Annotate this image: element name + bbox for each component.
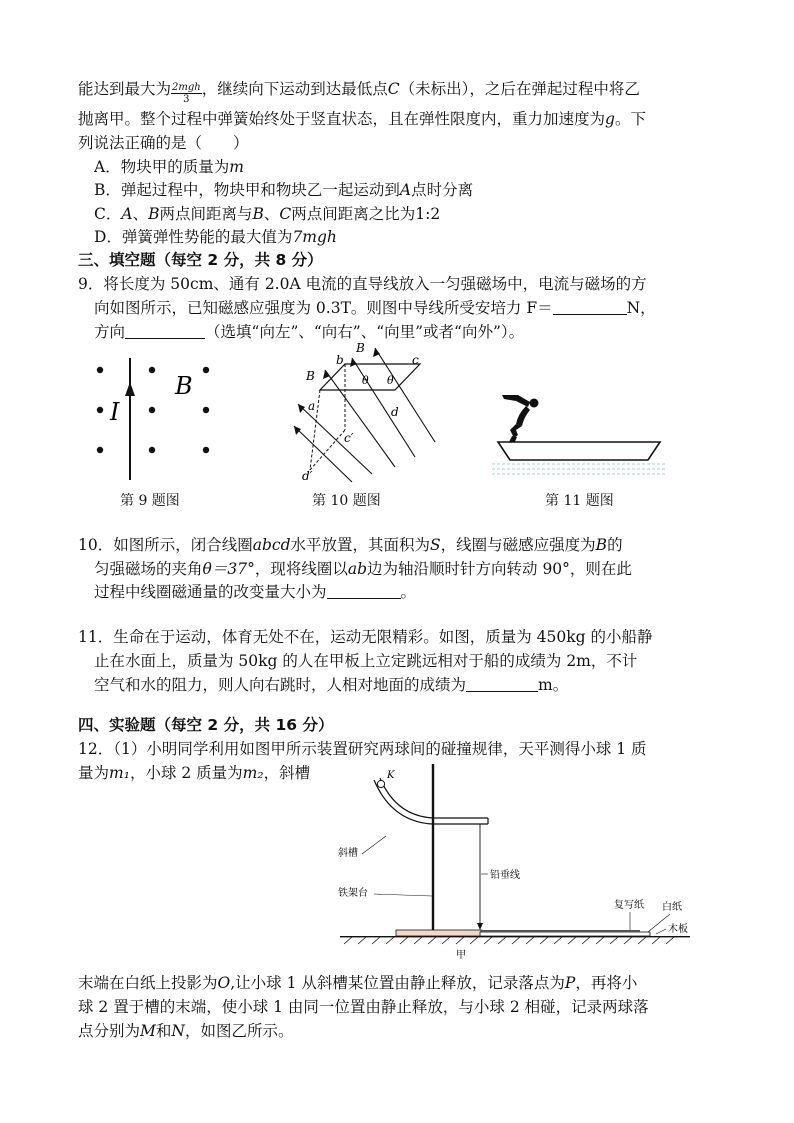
q9-text: 向如图所示，已知磁感应强度为 0.3T。则图中导线所受安培力 F＝ [94,299,553,317]
vertex-label-c: c [412,353,419,367]
water-lines [492,464,666,474]
field-label: B [175,372,193,400]
option-text: A．物块甲的质量为 [94,158,230,176]
angle-label: θ [362,374,369,387]
var: g [605,110,615,128]
q8-text: 。下 [614,110,646,128]
q8-text: ，继续向下运动到达最低点 [201,80,388,98]
plumb-label: 铅垂线 [490,870,520,881]
current-arrow-icon [125,382,135,396]
q9-line2 [94,297,656,319]
var: θ＝37° [202,560,255,578]
option-text: B．弹起过程中，物块甲和物块乙一起运动到 [94,181,400,199]
q10-text: 边为轴沿顺时针方向转动 90°，则在此 [367,560,632,578]
q12-text: 末端在白纸上投影为 [78,974,218,992]
var: C [279,205,292,223]
q10-text: 匀强磁场的夹角 [94,560,203,578]
q10-text: ，现将线圈以 [254,560,348,578]
vertex-label-b: b [336,353,344,367]
carbon-paper [480,930,640,932]
q10-text: 的 [607,536,623,554]
ball-1-icon [377,780,384,787]
var: N [171,1022,185,1040]
figure-10-diagram [290,342,440,487]
var: m₂ [242,764,264,782]
var: P [564,974,576,992]
q12-line5 [78,1020,293,1042]
q12-text: 和 [155,1022,172,1040]
var: abcd [252,536,291,554]
q10-line2 [94,558,632,580]
field-lines [294,348,435,482]
chute-pointer [362,836,386,854]
var: B [148,205,160,223]
plumb-bob-icon [477,923,483,930]
var: B [252,205,264,223]
angle-label: θ [387,374,394,387]
stand-label: 铁架台 [338,888,368,899]
position-label-k: K [387,770,395,781]
var: O [217,974,231,992]
vertex-label-d: d [391,405,399,419]
q10-text: 过程中线圈磁通量的改变量大小为 [94,583,327,601]
board-label: 木板 [668,924,688,935]
option-text: D．弹簧弹性势能的最大值为 [94,228,293,246]
answer-blank[interactable] [125,324,205,339]
q10-line1 [78,534,623,556]
carbon-paper-label: 复写纸 [614,900,644,911]
q8-option-b [94,179,473,201]
q10-text: 10．如图所示，闭合线圈 [78,536,253,554]
q12-line3 [78,972,637,994]
var: ab [347,560,368,578]
answer-blank[interactable] [327,584,401,599]
var: M [140,1022,156,1040]
vertex-label-c-prime: c′ [344,431,354,445]
q8-text: 抛离甲。整个过程中弹簧始终处于竖直状态，且在弹性限度内，重力加速度为 [78,110,606,128]
stand-pointer [374,894,432,896]
field-label: B [356,341,365,355]
board-pointer [656,929,666,934]
coil-rotated [310,364,345,470]
chute-label: 斜槽 [338,848,358,859]
var: S [430,536,441,554]
ground-hatch-lines [344,937,674,944]
q11-line3 [94,674,568,696]
var: 7mgh [292,228,337,246]
q11-line2: 止在水面上，质量为 50kg 的人在甲板上立定跳远相对于船的成绩为 2m，不计 [94,652,638,670]
q11-line1: 11．生命在于运动，体育无处不在，运动无限精彩。如图，质量为 450kg 的小船静 [78,628,653,646]
var: C [387,80,400,98]
jumper-icon [502,395,539,444]
q9-text: 方向 [94,323,126,341]
option-text: 、 [263,205,280,223]
q8-option-d [94,226,337,248]
q10-line3: 过程中线圈磁通量的改变量大小为 。 [94,583,417,601]
option-text: 两点间距离之比为1:2 [291,205,441,223]
boat [498,442,660,460]
section-title-fill-in: 三、填空题（每空 2 分，共 8 分） [78,251,323,269]
var: m [229,158,244,176]
q12-text: ，小球 2 质量为 [129,764,243,782]
figure-9-diagram [90,352,220,482]
q9-line1: 9．将长度为 50cm、通有 2.0A 电流的直导线放入一匀强磁场中，电流与磁场的方 [78,275,647,293]
current-label: I [110,398,120,426]
fraction-denominator: 3 [183,94,190,105]
var: m₁ [109,764,130,782]
q8-line1 [78,78,640,105]
vertex-label-d-prime: d′ [302,469,313,483]
figure-9-caption: 第 9 题图 [120,493,180,509]
q9-line3 [94,321,524,343]
q12-line4: 球 2 置于槽的末端，使小球 1 由同一位置由静止释放，与小球 2 相碰，记录两球落 [78,998,649,1016]
q12-line2 [78,762,310,784]
q12-line1: 12．（1）小明同学利用如图甲所示装置研究两球间的碰撞规律，天平测得小球 1 质 [78,740,647,758]
q9-text: （选填“向左”、“向右”、“向里”或者“向外”）。 [205,323,525,341]
stand-base [396,930,482,936]
var: A [399,181,412,199]
q12-text: 量为 [78,764,110,782]
white-paper [480,932,650,936]
answer-blank[interactable] [553,300,627,315]
q8-line3: 列说法正确的是（ ） [78,134,249,152]
q12-text: 点分别为 [78,1022,141,1040]
white-paper-label: 白纸 [662,902,682,913]
figure-10-caption: 第 10 题图 [312,493,381,509]
q12-text: ，再将小 [575,974,638,992]
option-text: 、 [132,205,149,223]
q11-text: m。 [538,676,569,694]
option-text: C． [94,205,122,223]
apparatus-diagram [330,760,700,965]
answer-blank[interactable] [466,677,538,692]
q8-text: （未标出），之后在弹起过程中将乙 [399,80,640,98]
q11-text: 空气和水的阻力，则人向右跳时，人相对地面的成绩为 [94,676,467,694]
q10-text: ，线圈与磁感应强度为 [440,536,596,554]
q8-text: 能达到最大为 [78,80,172,98]
q12-text: ,让小球 1 从斜槽某位置由静止释放，记录落点为 [230,974,565,992]
field-label: B [306,369,315,383]
figure-11-caption: 第 11 题图 [545,493,614,509]
figure-11-diagram [490,380,670,485]
section-title-experiment: 四、实验题（每空 2 分，共 16 分） [78,716,334,734]
option-text: 两点间距离与 [159,205,253,223]
q10-text: 水平放置，其面积为 [290,536,431,554]
var: A [121,205,133,223]
q8-option-c [94,203,440,225]
q12-text: ，斜槽 [263,764,311,782]
vertex-label-a: a [308,399,316,413]
option-text: 点时分离 [411,181,474,199]
q12-text: ，如图乙所示。 [184,1022,294,1040]
white-pointer [648,914,670,932]
q8-line2 [78,108,646,130]
q9-text: N， [626,299,656,317]
fraction-numerator: 2mgh [172,82,201,93]
fraction [171,82,202,105]
var: B [595,536,608,554]
figure-label-jia: 甲 [456,950,466,961]
q8-option-a [94,156,244,178]
